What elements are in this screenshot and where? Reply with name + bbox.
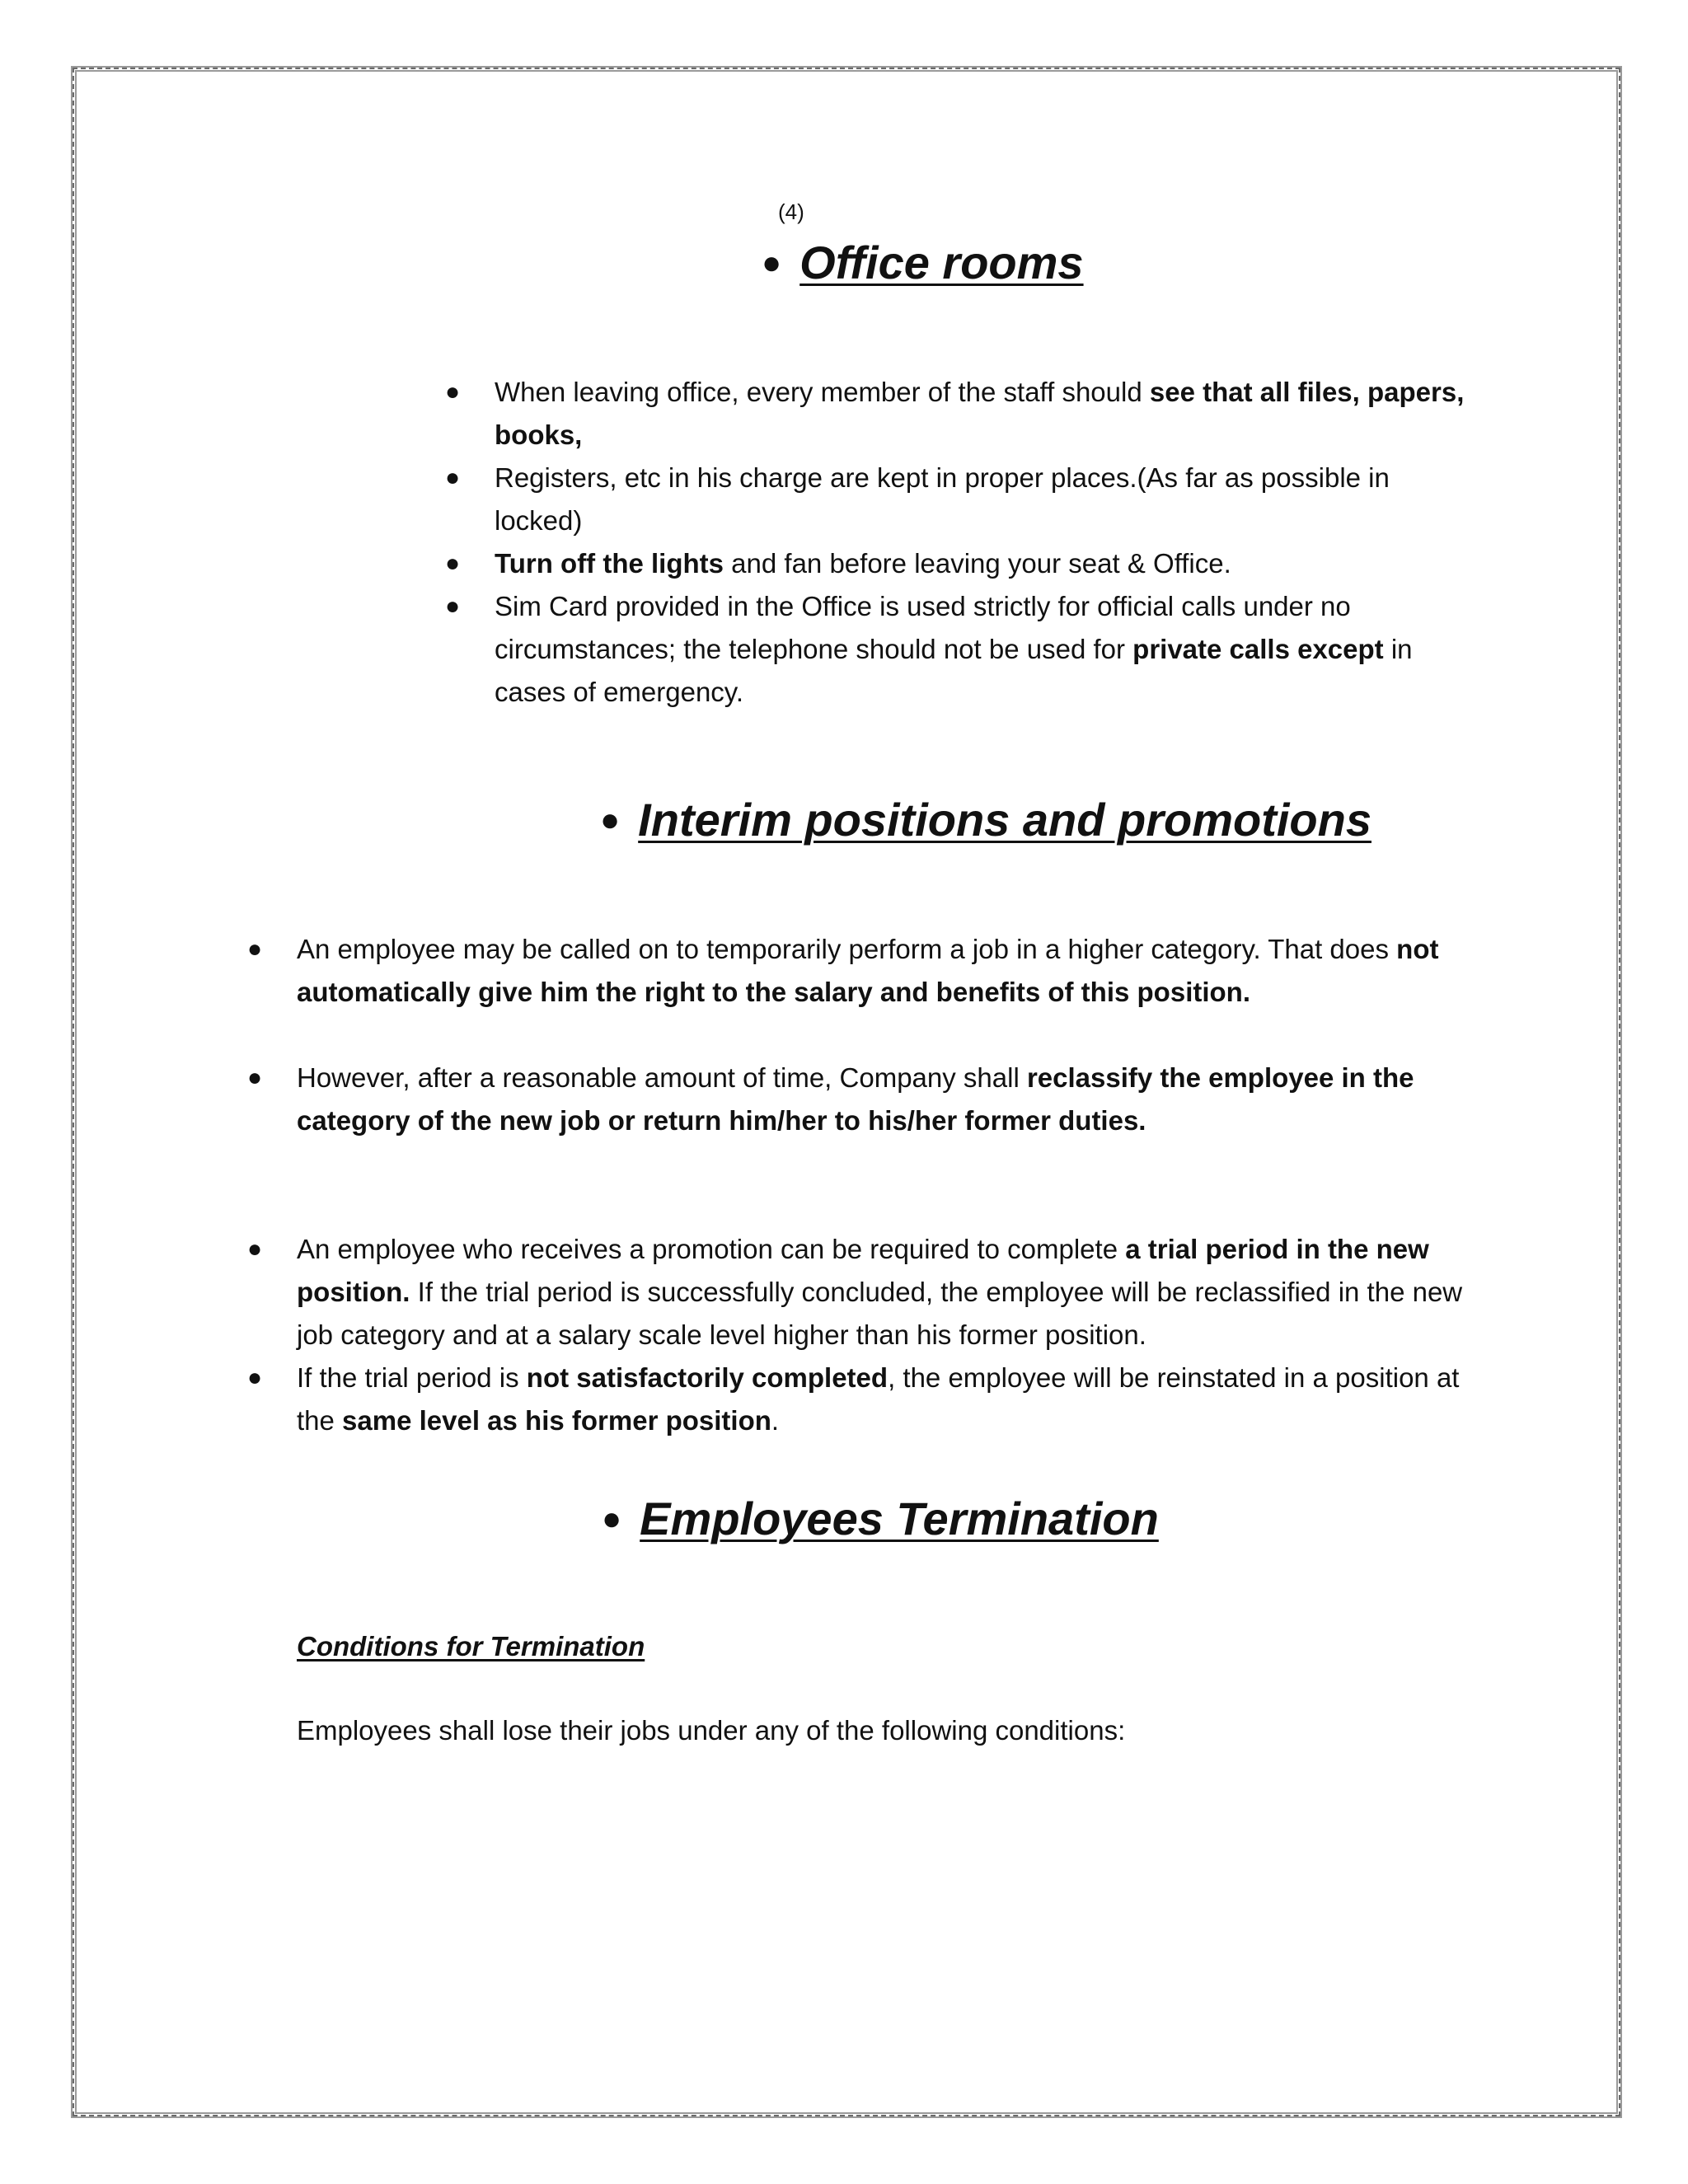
item-bold: a trial period in the new position. xyxy=(297,1234,1429,1307)
heading-interim-positions-text: Interim positions and promotions xyxy=(638,794,1372,846)
heading-office-rooms-text: Office rooms xyxy=(799,237,1084,288)
item-text: If the trial period is xyxy=(297,1362,527,1393)
item-text: However, after a reasonable amount of time, Company shall xyxy=(297,1062,1027,1093)
office-rooms-list xyxy=(445,371,1484,714)
item-text: Registers, etc in his charge are kept in proper places.(As far as possible in locked) xyxy=(495,462,1390,536)
item-text: and fan before leaving your seat & Office. xyxy=(724,548,1231,579)
heading-employees-termination xyxy=(602,1492,1159,1549)
list-item xyxy=(247,1228,1500,1357)
heading-interim-positions xyxy=(600,793,1372,851)
heading-bullet-icon: ● xyxy=(600,802,621,839)
item-bold: Turn off the lights xyxy=(495,548,724,579)
item-text: Sim Card provided in the Office is used strictly for official calls under no circumstances; the telephone should not be used for xyxy=(495,591,1351,664)
item-text: If the trial period is successfully concluded, the employee will be reclassified in the new job category and at a salary scale level higher than his former position. xyxy=(297,1277,1463,1350)
item-text: An employee who receives a promotion can be required to complete xyxy=(297,1234,1126,1264)
item-bold: not automatically give him the right to the salary and benefits of this position. xyxy=(297,934,1439,1007)
heading-bullet-icon: ● xyxy=(762,245,782,282)
bullet-icon: ● xyxy=(445,378,461,405)
item-text: . xyxy=(771,1405,780,1436)
bullet-icon: ● xyxy=(445,593,461,620)
item-text: in cases of emergency. xyxy=(495,634,1413,707)
item-bold: same level as his former position xyxy=(342,1405,771,1436)
bullet-icon: ● xyxy=(445,464,461,491)
page-number: (4) xyxy=(778,199,804,224)
bullet-icon: ● xyxy=(247,1364,263,1391)
list-item xyxy=(247,1357,1500,1442)
item-text: When leaving office, every member of the staff should xyxy=(495,377,1150,407)
heading-office-rooms xyxy=(762,236,1084,293)
termination-paragraph: Employees shall lose their jobs under any of the following conditions: xyxy=(297,1715,1126,1746)
list-item xyxy=(247,1057,1500,1142)
bullet-icon: ● xyxy=(247,1235,263,1263)
interim-list xyxy=(247,928,1500,1442)
item-bold: see that all files, papers, books, xyxy=(495,377,1465,450)
bullet-icon: ● xyxy=(247,935,263,963)
bullet-icon: ● xyxy=(247,1064,263,1091)
list-item xyxy=(445,457,1484,542)
list-item xyxy=(247,928,1500,1014)
heading-bullet-icon: ● xyxy=(602,1501,622,1538)
list-item xyxy=(445,542,1484,585)
heading-employees-termination-text: Employees Termination xyxy=(640,1493,1159,1544)
list-item xyxy=(445,585,1484,714)
item-bold: private calls except xyxy=(1132,634,1384,664)
bullet-icon: ● xyxy=(445,550,461,577)
item-bold: reclassify the employee in the category of the new job or return him/her to his/her former duties. xyxy=(297,1062,1414,1136)
list-item xyxy=(445,371,1484,457)
subheading-conditions: Conditions for Termination xyxy=(297,1631,645,1661)
item-text: , the employee will be reinstated in a position at the xyxy=(297,1362,1460,1436)
item-text: An employee may be called on to temporarily perform a job in a higher category. That does xyxy=(297,934,1397,964)
item-bold: not satisfactorily completed xyxy=(526,1362,889,1393)
